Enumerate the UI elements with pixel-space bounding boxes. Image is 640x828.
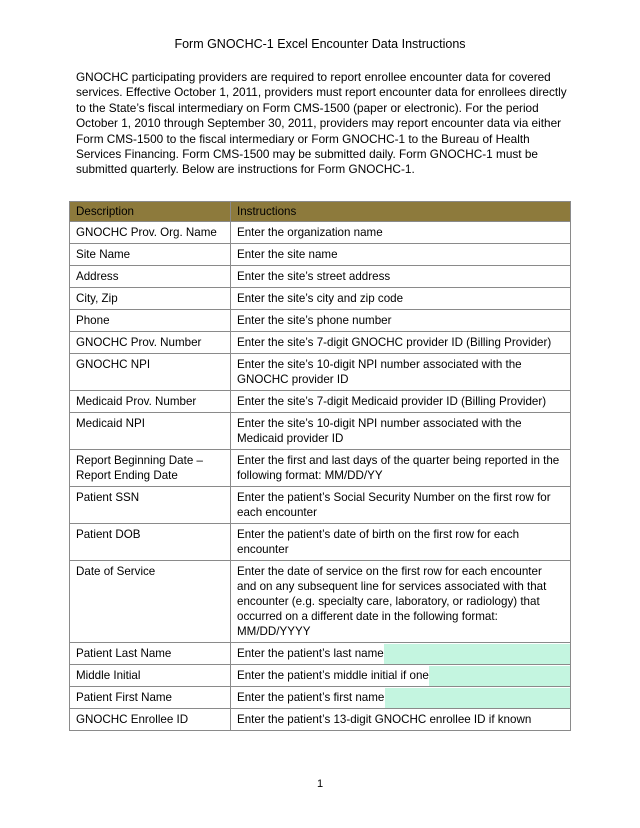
column-header-instructions: Instructions [231,202,571,222]
column-header-description: Description [70,202,231,222]
description-cell: GNOCHC NPI [70,354,231,391]
highlight-fill [384,644,570,664]
table-row [70,244,571,266]
description-cell: Middle Initial [70,665,231,687]
description-cell: GNOCHC Prov. Number [70,332,231,354]
table-row [70,354,571,391]
highlight-fill [429,666,570,686]
highlight-fill [385,688,570,708]
document-title: Form GNOCHC-1 Excel Encounter Data Instructions [174,37,466,51]
instructions-cell: Enter the patient’s Social Security Number on the first row for each encounter [231,487,571,524]
instructions-cell: Enter the patient’s 13-digit GNOCHC enrollee ID if known [231,709,571,731]
table-row [70,524,571,561]
description-cell: Patient SSN [70,487,231,524]
table-header-row [70,202,571,222]
instructions-table [69,201,571,731]
description-cell: Site Name [70,244,231,266]
description-cell: Report Beginning Date – Report Ending Date [70,450,231,487]
instructions-cell: Enter the site’s 7-digit GNOCHC provider ID (Billing Provider) [231,332,571,354]
instructions-cell [231,665,571,687]
table-row [70,391,571,413]
table-row [70,288,571,310]
table-row [70,450,571,487]
description-cell: City, Zip [70,288,231,310]
page-number: 1 [316,778,324,790]
table-row [70,643,571,665]
instructions-cell: Enter the site’s phone number [231,310,571,332]
intro-paragraph: GNOCHC participating providers are required to report enrollee encounter data for covered services. Effective October 1, 2011, providers must report encounter data for enrollees directly to the State’s fiscal intermediary on Form CMS-1500 (paper or electronic). For the period October 1, 2010 through September 30, 2011, providers may report encounter data via either Form CMS-1500 to the fiscal intermediary or Form GNOCHC-1 to the Bureau of Health Services Financing. Form CMS-1500 may be submitted daily. Form GNOCHC-1 must be submitted quarterly. Below are instructions for Form GNOCHC-1. [76,70,567,177]
instructions-cell: Enter the site’s 10-digit NPI number associated with the GNOCHC provider ID [231,354,571,391]
instructions-cell: Enter the first and last days of the quarter being reported in the following format: MM/DD/YY [231,450,571,487]
instructions-cell: Enter the site’s city and zip code [231,288,571,310]
table-row [70,332,571,354]
instructions-cell: Enter the patient’s date of birth on the first row for each encounter [231,524,571,561]
instructions-cell: Enter the organization name [231,222,571,244]
description-cell: Address [70,266,231,288]
description-cell: Medicaid NPI [70,413,231,450]
instructions-cell: Enter the site’s street address [231,266,571,288]
description-cell: Patient First Name [70,687,231,709]
description-cell: Patient DOB [70,524,231,561]
instructions-cell [231,643,571,665]
table-row [70,310,571,332]
instructions-cell: Enter the site’s 10-digit NPI number associated with the Medicaid provider ID [231,413,571,450]
instructions-cell: Enter the site’s 7-digit Medicaid provider ID (Billing Provider) [231,391,571,413]
table-row [70,561,571,643]
table-row [70,413,571,450]
description-cell: GNOCHC Prov. Org. Name [70,222,231,244]
instructions-text: Enter the patient’s middle initial if one [237,669,429,682]
instructions-cell [231,687,571,709]
description-cell: Medicaid Prov. Number [70,391,231,413]
table-row [70,709,571,731]
instructions-text: Enter the patient’s last name [237,647,384,660]
instructions-cell: Enter the date of service on the first row for each encounter and on any subsequent line for services associated with that encounter (e.g. specialty care, laboratory, or radiology) that occurred on a different date in the following format: MM/DD/YYYY [231,561,571,643]
description-cell: Phone [70,310,231,332]
instructions-cell: Enter the site name [231,244,571,266]
table-row [70,487,571,524]
table-row [70,687,571,709]
description-cell: Date of Service [70,561,231,643]
description-cell: Patient Last Name [70,643,231,665]
instructions-text: Enter the patient’s first name [237,691,385,704]
table-row [70,266,571,288]
description-cell: GNOCHC Enrollee ID [70,709,231,731]
table-row [70,222,571,244]
table-row [70,665,571,687]
